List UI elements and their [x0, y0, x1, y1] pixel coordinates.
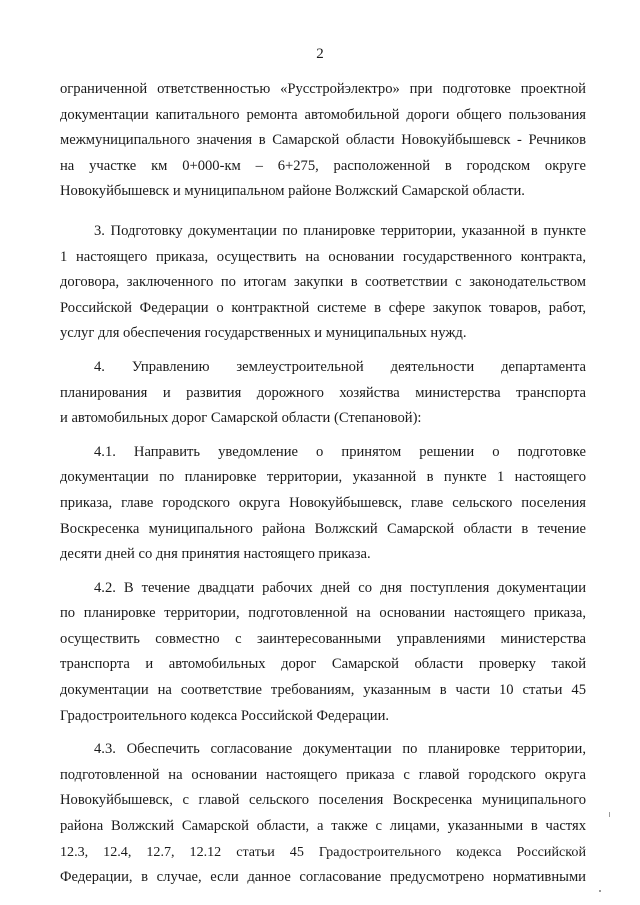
paragraph-item-3 — [60, 219, 586, 347]
text-line: десяти дней со дня принятия настоящего приказа. — [60, 546, 371, 563]
text-line: транспорта и автомобильных дорог Самарской области проверку такой — [60, 656, 586, 673]
text-line: договора, заключенного по итогам закупки в соответствии с законодательством — [60, 274, 586, 291]
text-line: Российской Федерации о контрактной системе в сфере закупок товаров, работ, — [60, 299, 586, 316]
text-line: услуг для обеспечения государственных и муниципальных нужд. — [60, 325, 467, 342]
paragraph-item-4-2 — [60, 576, 586, 730]
text-line: района Волжский Самарской области, а также с лицами, указанными в частях — [60, 818, 586, 835]
page-number: 2 — [316, 46, 324, 62]
scan-mark — [609, 812, 610, 817]
text-line: приказа, главе городского округа Новокуйбышевск, главе сельского поселения — [60, 494, 586, 511]
paragraph-item-4 — [60, 355, 586, 432]
text-line: на участке км 0+000-км – 6+275, расположенной в городском округе — [60, 157, 586, 174]
text-line: Новокуйбышевск, с главой сельского поселения Воскресенка муниципального — [60, 792, 586, 809]
text-line: документации по планировке территории, указанной в пункте 1 настоящего — [60, 469, 586, 486]
text-line: Воскресенка муниципального района Волжский Самарской области в течение — [60, 520, 586, 537]
text-line: 4.3. Обеспечить согласование документации по планировке территории, — [94, 741, 586, 758]
text-line: межмуниципального значения в Самарской области Новокуйбышевск - Речников — [60, 132, 586, 149]
text-line: 1 настоящего приказа, осуществить на основании государственного контракта, — [60, 248, 586, 265]
paragraph-item-4-1 — [60, 440, 586, 568]
text-line: 4.1. Направить уведомление о принятом решении о подготовке — [94, 443, 586, 460]
text-line: осуществить совместно с заинтересованными управлениями министерства — [60, 630, 586, 647]
paragraph-continuation — [60, 77, 586, 205]
text-line: ограниченной ответственностью «Русстройэлектро» при подготовке проектной — [60, 81, 586, 97]
text-line: Федерации, в случае, если данное согласование предусмотрено нормативными — [60, 869, 586, 886]
text-line: 12.3, 12.4, 12.7, 12.12 статьи 45 Градостроительного кодекса Российской — [60, 843, 586, 860]
text-line: по планировке территории, подготовленной на основании настоящего приказа, — [60, 605, 586, 622]
text-line: 3. Подготовку документации по планировке территории, указанной в пункте — [94, 222, 586, 239]
text-line: подготовленной на основании настоящего приказа с главой городского округа — [60, 766, 586, 783]
text-line: и автомобильных дорог Самарской области (Степановой): — [60, 410, 422, 427]
text-line: документации капитального ремонта автомобильной дороги общего пользования — [60, 106, 586, 123]
text-line: Новокуйбышевск и муниципальном районе Волжский Самарской области. — [60, 183, 525, 200]
document-body — [60, 77, 586, 899]
text-line: планирования и развития дорожного хозяйства министерства транспорта — [60, 384, 586, 401]
text-line: 4. Управлению землеустроительной деятельности департамента — [94, 358, 586, 375]
text-line: документации на соответствие требованиям, указанным в части 10 статьи 45 — [60, 682, 586, 699]
text-line: 4.2. В течение двадцати рабочих дней со дня поступления документации — [94, 579, 586, 596]
scan-dot — [599, 890, 601, 892]
text-line: Градостроительного кодекса Российской Федерации. — [60, 707, 390, 724]
paragraph-item-4-3 — [60, 737, 586, 891]
